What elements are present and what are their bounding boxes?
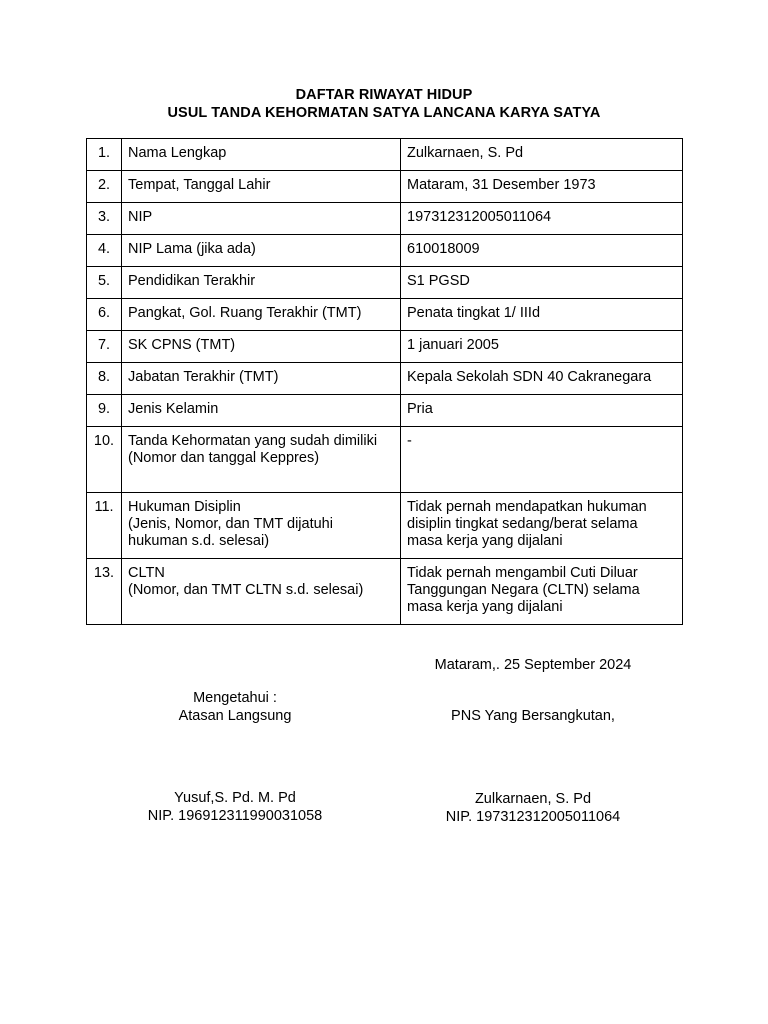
table-row <box>87 267 683 299</box>
table-row <box>87 493 683 559</box>
table-row <box>87 331 683 363</box>
row-number: 3. <box>87 203 122 235</box>
row-label-note: (Jenis, Nomor, dan TMT dijatuhi hukuman s.d. selesai) <box>128 516 333 549</box>
row-value: 610018009 <box>401 235 683 267</box>
table-row <box>87 363 683 395</box>
row-number: 4. <box>87 235 122 267</box>
row-label: Pangkat, Gol. Ruang Terakhir (TMT) <box>122 299 401 331</box>
row-number: 13. <box>87 559 122 625</box>
row-value: Penata tingkat 1/ IIId <box>401 299 683 331</box>
table-row <box>87 299 683 331</box>
row-label: NIP <box>122 203 401 235</box>
row-label: Nama Lengkap <box>122 139 401 171</box>
row-value: Tidak pernah mengambil Cuti Diluar Tanggungan Negara (CLTN) selama masa kerja yang dijalani <box>401 559 683 625</box>
row-number: 11. <box>87 493 122 559</box>
table-row <box>87 395 683 427</box>
row-number: 2. <box>87 171 122 203</box>
row-value: - <box>401 427 683 493</box>
row-value: Kepala Sekolah SDN 40 Cakranegara <box>401 363 683 395</box>
place-date: Mataram,. 25 September 2024 <box>434 657 632 673</box>
row-label: SK CPNS (TMT) <box>122 331 401 363</box>
row-number: 1. <box>87 139 122 171</box>
row-label-main: Hukuman Disiplin <box>128 499 241 515</box>
row-number: 6. <box>87 299 122 331</box>
row-label: NIP Lama (jika ada) <box>122 235 401 267</box>
table-row <box>87 427 683 493</box>
row-value: S1 PGSD <box>401 267 683 299</box>
row-value: 197312312005011064 <box>401 203 683 235</box>
row-number: 7. <box>87 331 122 363</box>
row-number: 5. <box>87 267 122 299</box>
employee-heading: PNS Yang Bersangkutan, <box>451 708 615 724</box>
row-label <box>122 559 401 625</box>
row-label-main: Tanda Kehormatan yang sudah dimiliki <box>128 433 378 449</box>
row-value: 1 januari 2005 <box>401 331 683 363</box>
row-label: Tempat, Tanggal Lahir <box>122 171 401 203</box>
document-subtitle: USUL TANDA KEHORMATAN SATYA LANCANA KARYA SATYA <box>167 105 601 121</box>
row-label-note: (Nomor dan tanggal Keppres) <box>128 450 320 466</box>
row-value: Mataram, 31 Desember 1973 <box>401 171 683 203</box>
row-label: Pendidikan Terakhir <box>122 267 401 299</box>
row-value: Pria <box>401 395 683 427</box>
row-label-main: CLTN <box>128 565 165 581</box>
table-row <box>87 171 683 203</box>
table-row <box>87 203 683 235</box>
row-number: 9. <box>87 395 122 427</box>
row-label: Jenis Kelamin <box>122 395 401 427</box>
row-value: Tidak pernah mendapatkan hukuman disiplin tingkat sedang/berat selama masa kerja yang dijalani <box>401 493 683 559</box>
row-number: 10. <box>87 427 122 493</box>
biodata-table <box>86 138 683 625</box>
table-row <box>87 139 683 171</box>
employee-name: Zulkarnaen, S. Pd <box>474 791 592 807</box>
row-label-note: (Nomor, dan TMT CLTN s.d. selesai) <box>128 582 364 598</box>
table-row <box>87 559 683 625</box>
employee-nip: NIP. 197312312005011064 <box>445 809 621 825</box>
employee-signature-block <box>400 790 666 826</box>
supervisor-heading <box>100 689 370 725</box>
row-number: 8. <box>87 363 122 395</box>
acknowledge-label: Mengetahui : <box>193 690 277 706</box>
supervisor-signature-block <box>100 789 370 825</box>
document-title: DAFTAR RIWAYAT HIDUP <box>295 87 473 103</box>
row-value: Zulkarnaen, S. Pd <box>401 139 683 171</box>
supervisor-label: Atasan Langsung <box>178 708 292 724</box>
supervisor-name: Yusuf,S. Pd. M. Pd <box>174 790 296 806</box>
row-label: Jabatan Terakhir (TMT) <box>122 363 401 395</box>
table-row <box>87 235 683 267</box>
supervisor-nip: NIP. 196912311990031058 <box>147 808 323 824</box>
row-label <box>122 493 401 559</box>
row-label <box>122 427 401 493</box>
